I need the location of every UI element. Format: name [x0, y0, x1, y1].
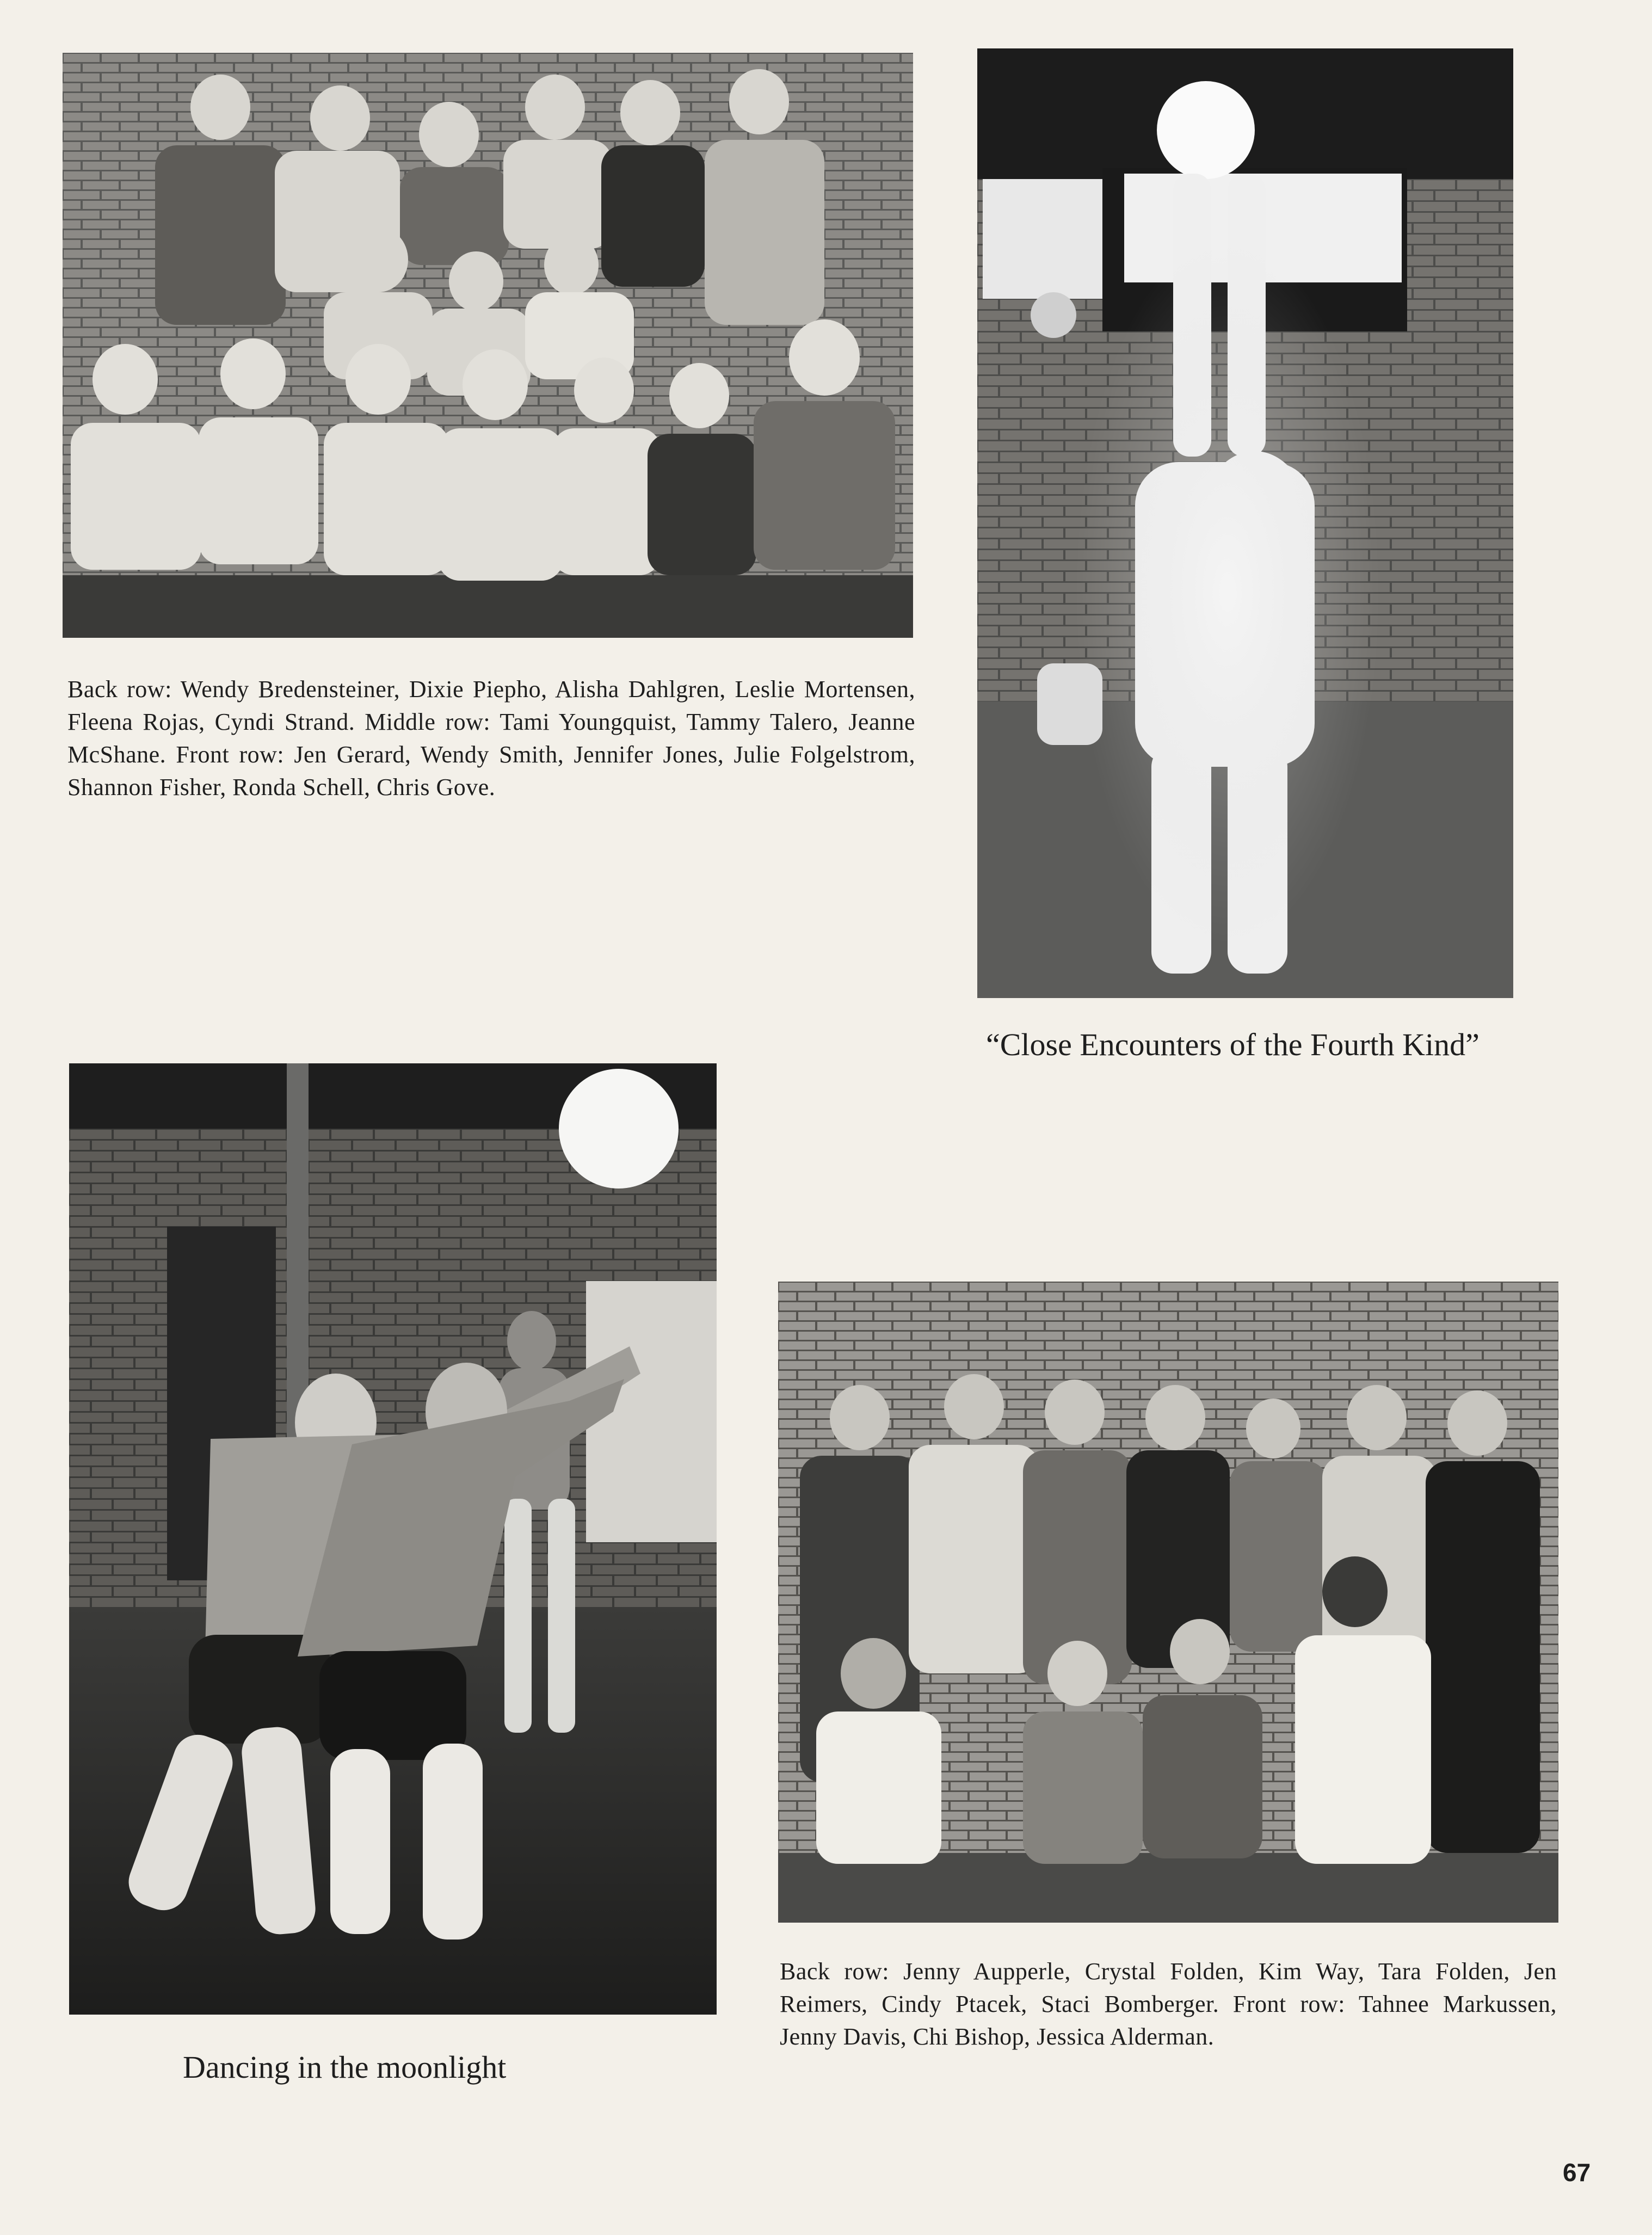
action-photo-caption: Dancing in the moonlight [183, 2049, 507, 2085]
team-photo-top-left-caption: Back row: Wendy Bredensteiner, Dixie Piepho, Alisha Dahlgren, Leslie Mortensen, Fleena Rojas, Cyndi Strand. Middle row: Tami Youngquist, Tammy Talero, Jeanne McShane. Front row: Jen Gerard, Wendy Smith, Jennifer Jones, Julie Folgelstrom, Shannon Fisher, Ronda Schell, Chris Gove. [67, 676, 915, 801]
team-photo-bottom-right [778, 1282, 1558, 1923]
team-photo-top-left [63, 53, 913, 638]
serve-photo-top-right [977, 48, 1513, 998]
volleyball-action-image [69, 1063, 717, 2015]
page-number: 67 [1563, 2158, 1591, 2187]
team-photo-bottom-right-caption: Back row: Jenny Aupperle, Crystal Folden, Kim Way, Tara Folden, Jen Reimers, Cindy Ptacek, Staci Bomberger. Front row: Tahnee Markussen, Jenny Davis, Chi Bishop, Jessica Alderman. [780, 1958, 1557, 2050]
brick-wall-group-image [63, 53, 913, 638]
serve-photo-caption: “Close Encounters of the Fourth Kind” [986, 1027, 1480, 1062]
gym-serve-image [977, 48, 1513, 998]
brick-wall-group-image-2 [778, 1282, 1558, 1923]
action-photo-bottom-left [69, 1063, 717, 2015]
